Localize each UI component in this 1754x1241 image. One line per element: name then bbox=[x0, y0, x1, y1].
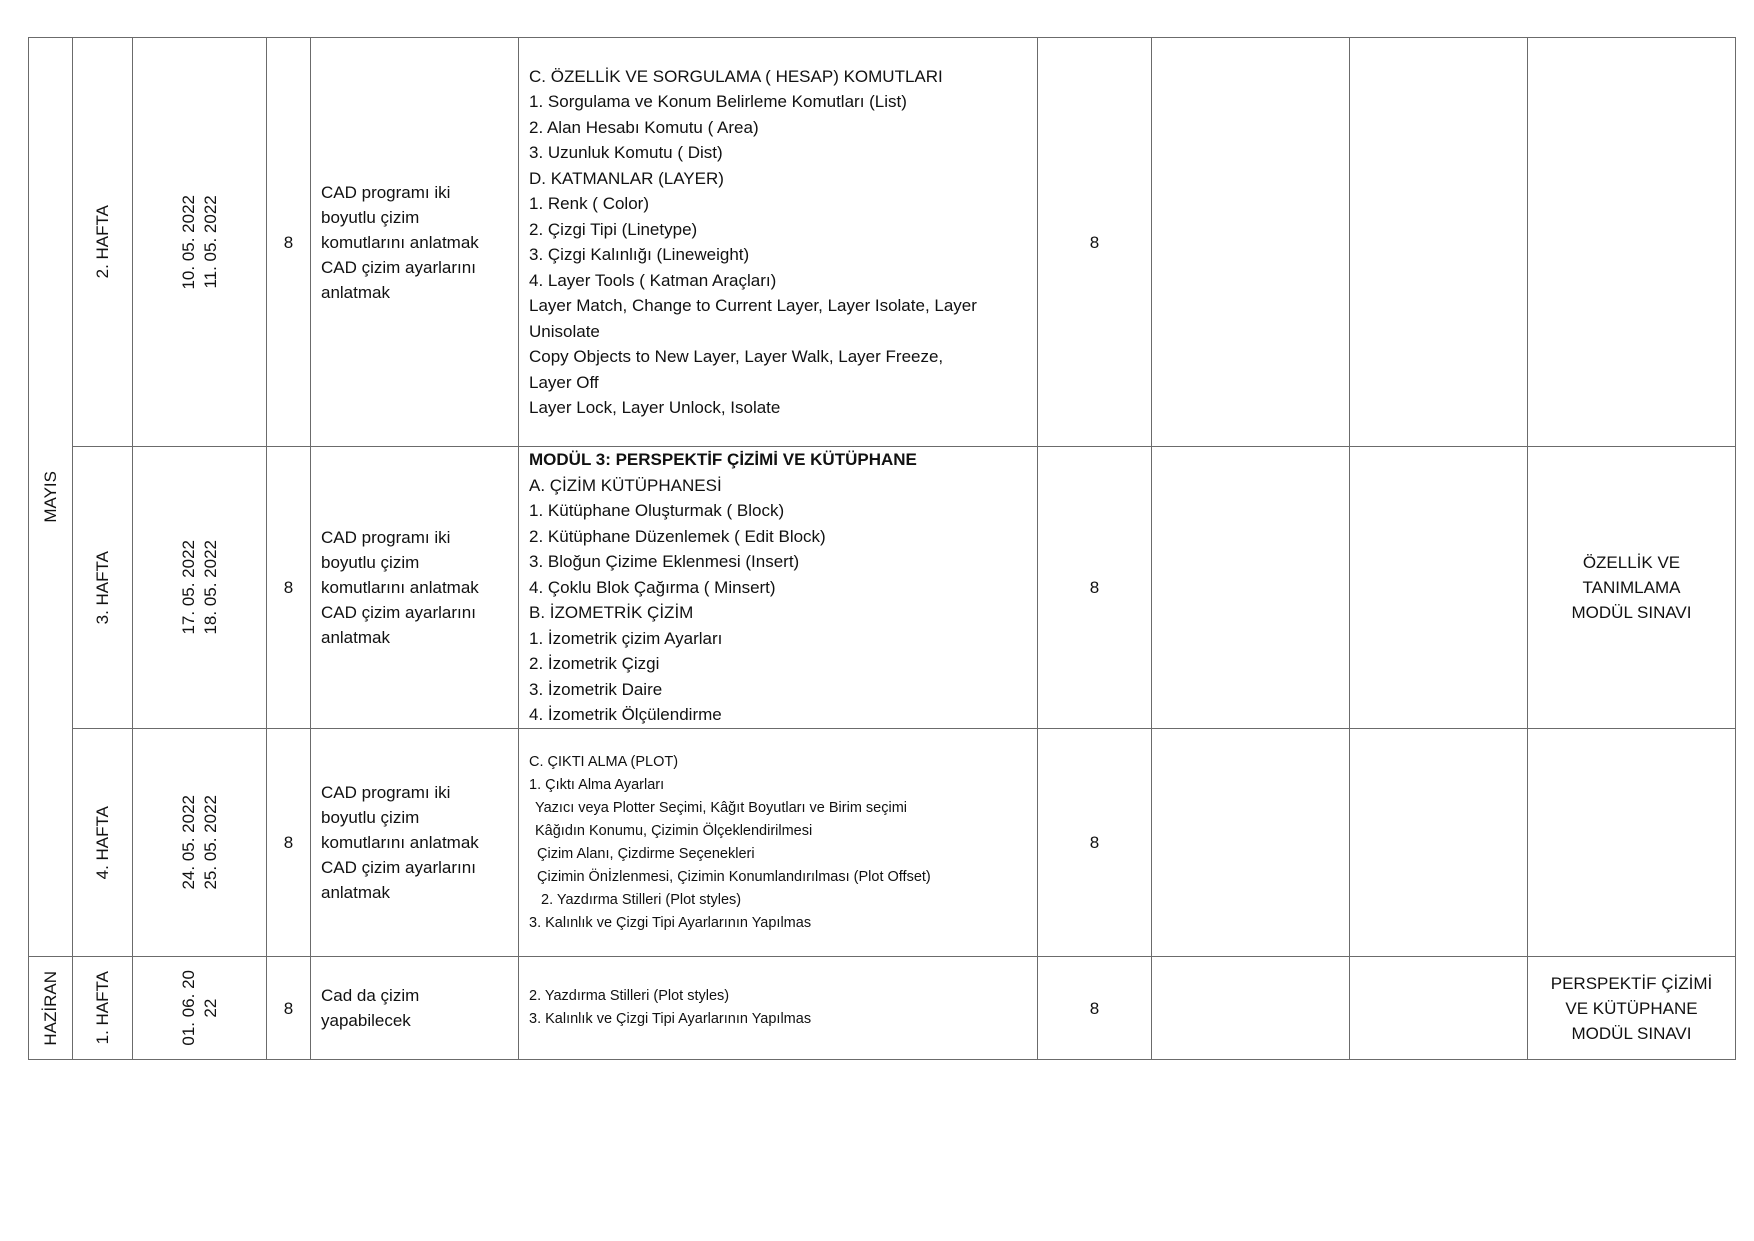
empty-cell bbox=[1350, 38, 1528, 447]
note-line: VE KÜTÜPHANE bbox=[1565, 998, 1698, 1018]
month-label: HAZİRAN bbox=[40, 970, 60, 1046]
objective-line: Cad da çizim bbox=[321, 986, 420, 1005]
module-heading: MODÜL 3: PERSPEKTİF ÇİZİMİ VE KÜTÜPHANE bbox=[529, 450, 917, 470]
objective-line: CAD çizim ayarlarını bbox=[321, 603, 476, 622]
empty-cell bbox=[1350, 447, 1528, 729]
note-line: TANIMLAMA bbox=[1582, 578, 1681, 597]
empty-cell bbox=[1152, 38, 1350, 447]
objective-line: boyutlu çizim bbox=[321, 553, 420, 572]
note-cell bbox=[1528, 729, 1736, 957]
month-cell bbox=[29, 957, 73, 1060]
objective-line: boyutlu çizim bbox=[321, 808, 420, 827]
empty-cell bbox=[1152, 447, 1350, 729]
topic-line: C. ÇIKTI ALMA (PLOT) bbox=[529, 753, 679, 770]
note-line: ÖZELLİK VE bbox=[1582, 553, 1681, 572]
topic-line: 1. İzometrik çizim Ayarları bbox=[529, 628, 723, 648]
note-line: PERSPEKTİF ÇİZİMİ bbox=[1550, 973, 1713, 993]
week-cell bbox=[73, 38, 133, 447]
week-label: 1. HAFTA bbox=[92, 971, 112, 1045]
topic-line: 2. Yazdırma Stilleri (Plot styles) bbox=[541, 891, 742, 908]
empty-cell bbox=[1350, 729, 1528, 957]
topic-line: 2. Çizgi Tipi (Linetype) bbox=[529, 219, 698, 239]
topic-line: 4. Çoklu Blok Çağırma ( Minsert) bbox=[529, 577, 776, 597]
objective-line: komutlarını anlatmak bbox=[321, 232, 479, 252]
date-start: 24. 05. 2022 bbox=[178, 795, 198, 890]
topic-line: 3. İzometrik Daire bbox=[529, 679, 663, 699]
topic-line: 4. Layer Tools ( Katman Araçları) bbox=[529, 270, 777, 290]
topic-line: 2. Alan Hesabı Komutu ( Area) bbox=[529, 117, 759, 137]
topic-line: Çizim Alanı, Çizdirme Seçenekleri bbox=[537, 845, 755, 862]
date-cell bbox=[133, 447, 267, 729]
objectives-cell bbox=[311, 447, 519, 729]
objective-line: komutlarını anlatmak bbox=[321, 578, 479, 597]
topic-line: 1. Renk ( Color) bbox=[529, 194, 649, 213]
hours-cell-2: 8 bbox=[1038, 957, 1152, 1060]
topic-line: 1. Kütüphane Oluşturmak ( Block) bbox=[529, 501, 785, 521]
topic-line: 3. Kalınlık ve Çizgi Tipi Ayarlarının Yapılmas bbox=[529, 914, 812, 931]
topic-line: Layer Lock, Layer Unlock, Isolate bbox=[529, 398, 781, 417]
date-end: 25. 05. 2022 bbox=[200, 795, 220, 890]
date-start: 10. 05. 2022 bbox=[178, 194, 198, 290]
hours-cell: 8 bbox=[267, 729, 311, 957]
note-line: MODÜL SINAVI bbox=[1571, 603, 1692, 622]
topic-line: 3. Çizgi Kalınlığı (Lineweight) bbox=[529, 245, 750, 264]
objective-line: boyutlu çizim bbox=[321, 207, 420, 227]
objective-line: CAD programı iki bbox=[321, 783, 451, 802]
topic-line: Layer Off bbox=[529, 372, 599, 392]
objective-line: anlatmak bbox=[321, 282, 390, 302]
topic-line: Layer Match, Change to Current Layer, Layer Isolate, Layer bbox=[529, 296, 977, 315]
topic-line: 1. Çıktı Alma Ayarları bbox=[529, 776, 665, 793]
date-label bbox=[178, 970, 222, 1046]
note-cell bbox=[1528, 957, 1736, 1060]
topic-line: A. ÇİZİM KÜTÜPHANESİ bbox=[529, 475, 722, 495]
hours-cell: 8 bbox=[267, 447, 311, 729]
week-label: 3. HAFTA bbox=[92, 550, 112, 625]
topic-line: 1. Sorgulama ve Konum Belirleme Komutları (List) bbox=[529, 92, 907, 111]
topic-line: 3. Uzunluk Komutu ( Dist) bbox=[529, 143, 723, 162]
topic-line: 4. İzometrik Ölçülendirme bbox=[529, 705, 722, 725]
objective-line: CAD programı iki bbox=[321, 528, 451, 547]
date-label bbox=[178, 195, 222, 290]
topics-cell bbox=[519, 729, 1038, 957]
topic-line: D. KATMANLAR (LAYER) bbox=[529, 168, 724, 188]
hours-cell-2: 8 bbox=[1038, 729, 1152, 957]
objective-line: CAD çizim ayarlarını bbox=[321, 257, 476, 277]
objective-line: CAD programı iki bbox=[321, 182, 451, 202]
objectives-cell bbox=[311, 38, 519, 447]
month-cell bbox=[29, 38, 73, 957]
objective-line: yapabilecek bbox=[321, 1011, 411, 1030]
topics-cell bbox=[519, 38, 1038, 447]
month-label: MAYIS bbox=[40, 471, 60, 523]
topic-line: B. İZOMETRİK ÇİZİM bbox=[529, 603, 694, 623]
date-start: 17. 05. 2022 bbox=[178, 540, 198, 635]
empty-cell bbox=[1152, 957, 1350, 1060]
hours-cell: 8 bbox=[267, 957, 311, 1060]
annual-plan-table bbox=[28, 37, 1736, 1060]
objectives-cell bbox=[311, 957, 519, 1060]
week-cell bbox=[73, 447, 133, 729]
week-label: 2. HAFTA bbox=[92, 205, 112, 279]
hours-cell: 8 bbox=[267, 38, 311, 447]
objectives-cell bbox=[311, 729, 519, 957]
date-label bbox=[178, 795, 222, 890]
topic-line: Kâğıdın Konumu, Çizimin Ölçeklendirilmesi bbox=[535, 822, 813, 839]
topic-line: Çizimin Önİzlenmesi, Çizimin Konumlandırılması (Plot Offset) bbox=[537, 868, 931, 885]
topic-line: 2. Kütüphane Düzenlemek ( Edit Block) bbox=[529, 526, 826, 546]
objective-line: anlatmak bbox=[321, 628, 390, 647]
topic-line: 2. İzometrik Çizgi bbox=[529, 654, 660, 674]
empty-cell bbox=[1350, 957, 1528, 1060]
topics-cell bbox=[519, 447, 1038, 729]
week-cell bbox=[73, 729, 133, 957]
hours-cell-2: 8 bbox=[1038, 447, 1152, 729]
week-cell bbox=[73, 957, 133, 1060]
note-cell bbox=[1528, 447, 1736, 729]
table-row bbox=[29, 729, 1736, 957]
hours-cell-2: 8 bbox=[1038, 38, 1152, 447]
topic-line: Unisolate bbox=[529, 321, 600, 341]
objective-line: CAD çizim ayarlarını bbox=[321, 858, 476, 877]
table-row bbox=[29, 38, 1736, 447]
date-start: 01. 06. 20 bbox=[178, 970, 198, 1046]
date-end: 18. 05. 2022 bbox=[200, 540, 220, 635]
topics-cell bbox=[519, 957, 1038, 1060]
date-cell bbox=[133, 729, 267, 957]
topic-line: 3. Bloğun Çizime Eklenmesi (Insert) bbox=[529, 552, 800, 572]
date-end: 22 bbox=[200, 998, 220, 1018]
note-cell bbox=[1528, 38, 1736, 447]
objective-line: anlatmak bbox=[321, 883, 390, 902]
topic-line: 2. Yazdırma Stilleri (Plot styles) bbox=[529, 988, 730, 1004]
topic-line: 3. Kalınlık ve Çizgi Tipi Ayarlarının Yapılmas bbox=[529, 1011, 812, 1027]
objective-line: komutlarını anlatmak bbox=[321, 833, 479, 852]
topic-line: Yazıcı veya Plotter Seçimi, Kâğıt Boyutları ve Birim seçimi bbox=[535, 799, 908, 816]
note-line: MODÜL SINAVI bbox=[1571, 1023, 1692, 1043]
empty-cell bbox=[1152, 729, 1350, 957]
topic-line: C. ÖZELLİK VE SORGULAMA ( HESAP) KOMUTLARI bbox=[529, 66, 943, 86]
table-row bbox=[29, 447, 1736, 729]
date-cell bbox=[133, 957, 267, 1060]
topic-line: Copy Objects to New Layer, Layer Walk, Layer Freeze, bbox=[529, 347, 944, 366]
date-label bbox=[178, 540, 222, 635]
date-cell bbox=[133, 38, 267, 447]
date-end: 11. 05. 2022 bbox=[200, 195, 220, 289]
week-label: 4. HAFTA bbox=[92, 805, 112, 880]
table-row bbox=[29, 957, 1736, 1060]
